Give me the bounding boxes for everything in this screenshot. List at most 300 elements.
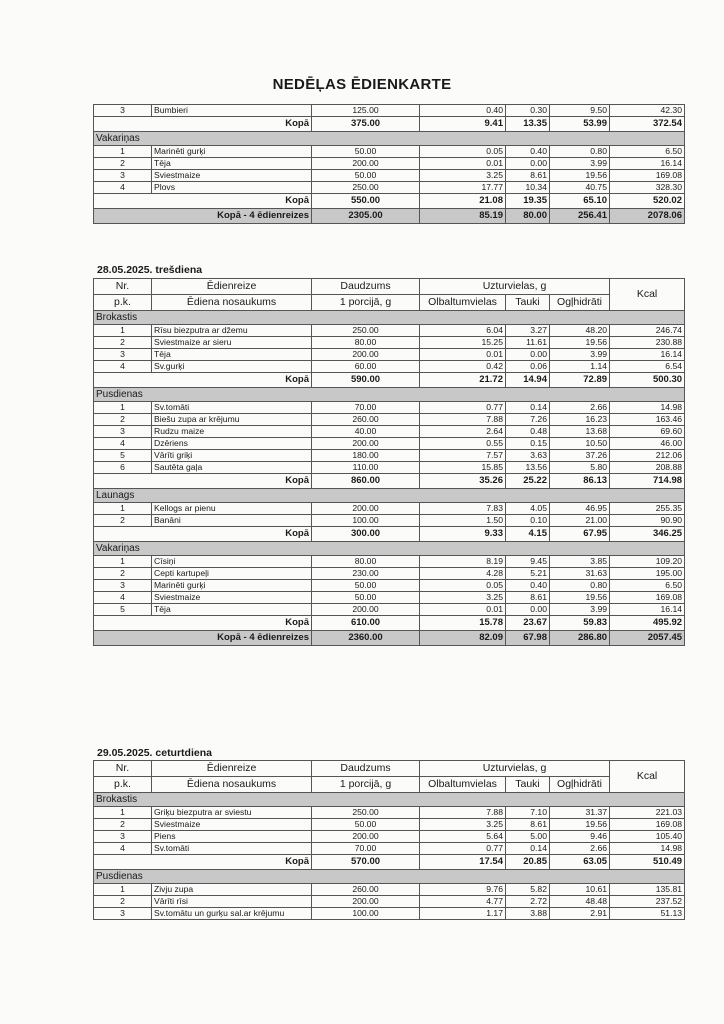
- table-row: [94, 450, 685, 462]
- portion-quantity: 80.00: [312, 337, 420, 349]
- portion-quantity: 200.00: [312, 831, 420, 843]
- fat-value: 8.61: [506, 592, 550, 604]
- header-daudzums: Daudzums: [312, 279, 420, 295]
- table-row: [94, 438, 685, 450]
- portion-quantity: 250.00: [312, 807, 420, 819]
- fat-value: 0.00: [506, 604, 550, 616]
- portion-quantity: 60.00: [312, 361, 420, 373]
- meal-title: Pusdienas: [94, 870, 685, 884]
- total-label: Kopā - 4 ēdienreizes: [94, 631, 312, 646]
- meal-total-row: [94, 527, 685, 542]
- kcal-value: 221.03: [610, 807, 685, 819]
- protein-value: 15.25: [420, 337, 506, 349]
- header-tauki: Tauki: [506, 295, 550, 311]
- protein-value: 7.88: [420, 414, 506, 426]
- total-protein: 21.72: [420, 373, 506, 388]
- meal-section-header: [94, 489, 685, 503]
- kcal-value: 169.08: [610, 592, 685, 604]
- protein-value: 8.19: [420, 556, 506, 568]
- row-number: 1: [94, 503, 152, 515]
- meal-title: Brokastis: [94, 311, 685, 325]
- fat-value: 11.61: [506, 337, 550, 349]
- kcal-value: 163.46: [610, 414, 685, 426]
- fat-value: 0.30: [506, 105, 550, 117]
- meal-section-header: [94, 870, 685, 884]
- table-header-row-2: [94, 777, 685, 793]
- total-protein: 82.09: [420, 631, 506, 646]
- table-row: [94, 580, 685, 592]
- protein-value: 4.77: [420, 896, 506, 908]
- row-number: 2: [94, 337, 152, 349]
- total-kcal: 714.98: [610, 474, 685, 489]
- kcal-value: 16.14: [610, 158, 685, 170]
- portion-quantity: 50.00: [312, 819, 420, 831]
- meal-section-header: [94, 388, 685, 402]
- dish-name: Marinēti gurķi: [152, 580, 312, 592]
- total-kcal: 520.02: [610, 194, 685, 209]
- table-row: [94, 402, 685, 414]
- portion-quantity: 200.00: [312, 604, 420, 616]
- dish-name: Tēja: [152, 349, 312, 361]
- fat-value: 13.56: [506, 462, 550, 474]
- row-number: 1: [94, 556, 152, 568]
- total-fat: 25.22: [506, 474, 550, 489]
- protein-value: 7.88: [420, 807, 506, 819]
- table-row: [94, 843, 685, 855]
- dish-name: Sviestmaize: [152, 170, 312, 182]
- day-grand-total-row: [94, 631, 685, 646]
- table-row: [94, 831, 685, 843]
- total-fat: 13.35: [506, 117, 550, 132]
- total-protein: 15.78: [420, 616, 506, 631]
- protein-value: 4.28: [420, 568, 506, 580]
- total-quantity: 2360.00: [312, 631, 420, 646]
- row-number: 4: [94, 592, 152, 604]
- row-number: 3: [94, 908, 152, 920]
- dish-name: Banāni: [152, 515, 312, 527]
- total-fat: 80.00: [506, 209, 550, 224]
- dish-name: Kellogs ar pienu: [152, 503, 312, 515]
- protein-value: 3.25: [420, 170, 506, 182]
- row-number: 2: [94, 414, 152, 426]
- menu-table-block-1: [93, 104, 684, 224]
- meal-section-header: [94, 311, 685, 325]
- fat-value: 0.14: [506, 402, 550, 414]
- table-header-row-2: [94, 295, 685, 311]
- total-kcal: 495.92: [610, 616, 685, 631]
- dish-name: Zivju zupa: [152, 884, 312, 896]
- total-protein: 21.08: [420, 194, 506, 209]
- day-heading-2: 28.05.2025. trešdiena: [97, 264, 203, 276]
- carbohydrate-value: 31.63: [550, 568, 610, 580]
- kcal-value: 135.81: [610, 884, 685, 896]
- portion-quantity: 260.00: [312, 884, 420, 896]
- row-number: 5: [94, 604, 152, 616]
- total-carbohydrates: 86.13: [550, 474, 610, 489]
- dish-name: Plovs: [152, 182, 312, 194]
- meal-title: Launags: [94, 489, 685, 503]
- carbohydrate-value: 3.85: [550, 556, 610, 568]
- carbohydrate-value: 3.99: [550, 158, 610, 170]
- portion-quantity: 200.00: [312, 896, 420, 908]
- protein-value: 3.25: [420, 592, 506, 604]
- dish-name: Rudzu maize: [152, 426, 312, 438]
- total-fat: 67.98: [506, 631, 550, 646]
- dish-name: Sviestmaize: [152, 592, 312, 604]
- header-porcija: 1 porcijā, g: [312, 777, 420, 793]
- kcal-value: 6.54: [610, 361, 685, 373]
- protein-value: 0.77: [420, 402, 506, 414]
- fat-value: 3.88: [506, 908, 550, 920]
- protein-value: 0.01: [420, 604, 506, 616]
- fat-value: 3.27: [506, 325, 550, 337]
- total-carbohydrates: 256.41: [550, 209, 610, 224]
- total-quantity: 300.00: [312, 527, 420, 542]
- meal-title: Brokastis: [94, 793, 685, 807]
- kcal-value: 169.08: [610, 170, 685, 182]
- total-label: Kopā - 4 ēdienreizes: [94, 209, 312, 224]
- table-row: [94, 361, 685, 373]
- table-row: [94, 414, 685, 426]
- table-row: [94, 337, 685, 349]
- menu-table-day-2: [93, 278, 684, 646]
- fat-value: 8.61: [506, 170, 550, 182]
- table-row: [94, 426, 685, 438]
- total-kcal: 346.25: [610, 527, 685, 542]
- total-label: Kopā: [94, 474, 312, 489]
- dish-name: Cepti kartupeļi: [152, 568, 312, 580]
- total-kcal: 500.30: [610, 373, 685, 388]
- protein-value: 0.40: [420, 105, 506, 117]
- dish-name: Marinēti gurķi: [152, 146, 312, 158]
- protein-value: 0.42: [420, 361, 506, 373]
- portion-quantity: 50.00: [312, 170, 420, 182]
- carbohydrate-value: 2.66: [550, 843, 610, 855]
- header-uzturvielas: Uzturvielas, g: [420, 761, 610, 777]
- kcal-value: 212.06: [610, 450, 685, 462]
- total-quantity: 860.00: [312, 474, 420, 489]
- kcal-value: 16.14: [610, 349, 685, 361]
- fat-value: 7.26: [506, 414, 550, 426]
- meal-section-header: [94, 132, 685, 146]
- menu-table-day-3: [93, 760, 684, 920]
- table-row: [94, 592, 685, 604]
- portion-quantity: 200.00: [312, 438, 420, 450]
- table-row: [94, 158, 685, 170]
- carbohydrate-value: 48.48: [550, 896, 610, 908]
- kcal-value: 42.30: [610, 105, 685, 117]
- portion-quantity: 70.00: [312, 843, 420, 855]
- header-daudzums: Daudzums: [312, 761, 420, 777]
- protein-value: 1.50: [420, 515, 506, 527]
- carbohydrate-value: 19.56: [550, 337, 610, 349]
- row-number: 3: [94, 170, 152, 182]
- total-carbohydrates: 63.05: [550, 855, 610, 870]
- row-number: 4: [94, 361, 152, 373]
- row-number: 2: [94, 568, 152, 580]
- portion-quantity: 100.00: [312, 515, 420, 527]
- dish-name: Rīsu biezputra ar džemu: [152, 325, 312, 337]
- total-fat: 14.94: [506, 373, 550, 388]
- carbohydrate-value: 0.80: [550, 146, 610, 158]
- protein-value: 0.77: [420, 843, 506, 855]
- total-carbohydrates: 65.10: [550, 194, 610, 209]
- meal-total-row: [94, 117, 685, 132]
- dish-name: Piens: [152, 831, 312, 843]
- meal-total-row: [94, 194, 685, 209]
- protein-value: 15.85: [420, 462, 506, 474]
- row-number: 3: [94, 105, 152, 117]
- meal-section-header: [94, 793, 685, 807]
- total-kcal: 372.54: [610, 117, 685, 132]
- portion-quantity: 200.00: [312, 158, 420, 170]
- dish-name: Biešu zupa ar krējumu: [152, 414, 312, 426]
- row-number: 3: [94, 426, 152, 438]
- kcal-value: 246.74: [610, 325, 685, 337]
- fat-value: 8.61: [506, 819, 550, 831]
- dish-name: Sviestmaize ar sieru: [152, 337, 312, 349]
- portion-quantity: 180.00: [312, 450, 420, 462]
- fat-value: 0.15: [506, 438, 550, 450]
- table-row: [94, 819, 685, 831]
- table-row: [94, 146, 685, 158]
- row-number: 5: [94, 450, 152, 462]
- table-row: [94, 568, 685, 580]
- carbohydrate-value: 9.50: [550, 105, 610, 117]
- dish-name: Sv.gurķi: [152, 361, 312, 373]
- carbohydrate-value: 5.80: [550, 462, 610, 474]
- header-edienreize: Ēdienreize: [152, 761, 312, 777]
- row-number: 4: [94, 182, 152, 194]
- portion-quantity: 110.00: [312, 462, 420, 474]
- total-label: Kopā: [94, 855, 312, 870]
- fat-value: 0.40: [506, 580, 550, 592]
- total-kcal: 2078.06: [610, 209, 685, 224]
- carbohydrate-value: 9.46: [550, 831, 610, 843]
- kcal-value: 6.50: [610, 146, 685, 158]
- total-protein: 9.41: [420, 117, 506, 132]
- fat-value: 0.10: [506, 515, 550, 527]
- table-row: [94, 896, 685, 908]
- dish-name: Tēja: [152, 158, 312, 170]
- total-label: Kopā: [94, 616, 312, 631]
- total-kcal: 2057.45: [610, 631, 685, 646]
- total-fat: 23.67: [506, 616, 550, 631]
- header-oglhidrati: Ogļhidrāti: [550, 295, 610, 311]
- table-row: [94, 556, 685, 568]
- row-number: 1: [94, 884, 152, 896]
- protein-value: 5.64: [420, 831, 506, 843]
- total-label: Kopā: [94, 373, 312, 388]
- dish-name: Vārīti rīsi: [152, 896, 312, 908]
- fat-value: 3.63: [506, 450, 550, 462]
- protein-value: 6.04: [420, 325, 506, 337]
- protein-value: 0.01: [420, 349, 506, 361]
- header-kcal: Kcal: [610, 761, 685, 793]
- dish-name: Vārīti griķi: [152, 450, 312, 462]
- fat-value: 0.00: [506, 158, 550, 170]
- kcal-value: 51.13: [610, 908, 685, 920]
- fat-value: 0.48: [506, 426, 550, 438]
- table-row: [94, 604, 685, 616]
- row-number: 1: [94, 807, 152, 819]
- carbohydrate-value: 2.91: [550, 908, 610, 920]
- dish-name: Griķu biezputra ar sviestu: [152, 807, 312, 819]
- carbohydrate-value: 40.75: [550, 182, 610, 194]
- row-number: 2: [94, 896, 152, 908]
- portion-quantity: 250.00: [312, 325, 420, 337]
- row-number: 3: [94, 580, 152, 592]
- total-quantity: 590.00: [312, 373, 420, 388]
- carbohydrate-value: 19.56: [550, 170, 610, 182]
- meal-title: Pusdienas: [94, 388, 685, 402]
- carbohydrate-value: 46.95: [550, 503, 610, 515]
- total-quantity: 375.00: [312, 117, 420, 132]
- dish-name: Sviestmaize: [152, 819, 312, 831]
- carbohydrate-value: 10.61: [550, 884, 610, 896]
- total-carbohydrates: 286.80: [550, 631, 610, 646]
- meal-total-row: [94, 855, 685, 870]
- total-fat: 4.15: [506, 527, 550, 542]
- dish-name: Sv.tomātu un gurķu sal.ar krējumu: [152, 908, 312, 920]
- table-row: [94, 462, 685, 474]
- total-protein: 35.26: [420, 474, 506, 489]
- dish-name: Sv.tomāti: [152, 843, 312, 855]
- carbohydrate-value: 3.99: [550, 604, 610, 616]
- portion-quantity: 80.00: [312, 556, 420, 568]
- row-number: 2: [94, 515, 152, 527]
- dish-name: Bumbieri: [152, 105, 312, 117]
- row-number: 6: [94, 462, 152, 474]
- kcal-value: 14.98: [610, 843, 685, 855]
- carbohydrate-value: 10.50: [550, 438, 610, 450]
- header-pk: p.k.: [94, 295, 152, 311]
- day-grand-total-row: [94, 209, 685, 224]
- total-quantity: 570.00: [312, 855, 420, 870]
- portion-quantity: 200.00: [312, 349, 420, 361]
- dish-name: Cīsiņi: [152, 556, 312, 568]
- row-number: 1: [94, 146, 152, 158]
- carbohydrate-value: 3.99: [550, 349, 610, 361]
- carbohydrate-value: 19.56: [550, 819, 610, 831]
- protein-value: 7.83: [420, 503, 506, 515]
- row-number: 4: [94, 438, 152, 450]
- kcal-value: 255.35: [610, 503, 685, 515]
- portion-quantity: 230.00: [312, 568, 420, 580]
- row-number: 3: [94, 349, 152, 361]
- total-quantity: 550.00: [312, 194, 420, 209]
- fat-value: 5.82: [506, 884, 550, 896]
- fat-value: 5.21: [506, 568, 550, 580]
- meal-title: Vakariņas: [94, 132, 685, 146]
- dish-name: Dzēriens: [152, 438, 312, 450]
- fat-value: 10.34: [506, 182, 550, 194]
- dish-name: Sautēta gaļa: [152, 462, 312, 474]
- protein-value: 9.76: [420, 884, 506, 896]
- meal-title: Vakariņas: [94, 542, 685, 556]
- fat-value: 0.40: [506, 146, 550, 158]
- row-number: 1: [94, 325, 152, 337]
- meal-total-row: [94, 616, 685, 631]
- fat-value: 2.72: [506, 896, 550, 908]
- table-row: [94, 170, 685, 182]
- portion-quantity: 70.00: [312, 402, 420, 414]
- total-protein: 85.19: [420, 209, 506, 224]
- kcal-value: 195.00: [610, 568, 685, 580]
- header-edienreize: Ēdienreize: [152, 279, 312, 295]
- header-tauki: Tauki: [506, 777, 550, 793]
- kcal-value: 6.50: [610, 580, 685, 592]
- page-title: NEDĒĻAS ĒDIENKARTE: [272, 76, 452, 93]
- row-number: 2: [94, 819, 152, 831]
- total-protein: 17.54: [420, 855, 506, 870]
- portion-quantity: 50.00: [312, 146, 420, 158]
- row-number: 2: [94, 158, 152, 170]
- fat-value: 0.00: [506, 349, 550, 361]
- table-header-row-1: [94, 279, 685, 295]
- protein-value: 1.17: [420, 908, 506, 920]
- fat-value: 7.10: [506, 807, 550, 819]
- table-row: [94, 325, 685, 337]
- fat-value: 5.00: [506, 831, 550, 843]
- fat-value: 0.06: [506, 361, 550, 373]
- kcal-value: 208.88: [610, 462, 685, 474]
- carbohydrate-value: 48.20: [550, 325, 610, 337]
- kcal-value: 230.88: [610, 337, 685, 349]
- kcal-value: 69.60: [610, 426, 685, 438]
- protein-value: 7.57: [420, 450, 506, 462]
- header-nr: Nr.: [94, 761, 152, 777]
- fat-value: 0.14: [506, 843, 550, 855]
- table-row: [94, 908, 685, 920]
- carbohydrate-value: 2.66: [550, 402, 610, 414]
- protein-value: 2.64: [420, 426, 506, 438]
- total-fat: 19.35: [506, 194, 550, 209]
- total-quantity: 2305.00: [312, 209, 420, 224]
- carbohydrate-value: 1.14: [550, 361, 610, 373]
- kcal-value: 16.14: [610, 604, 685, 616]
- day-heading-3: 29.05.2025. ceturtdiena: [97, 747, 212, 759]
- table-row: [94, 105, 685, 117]
- dish-name: Tēja: [152, 604, 312, 616]
- total-carbohydrates: 72.89: [550, 373, 610, 388]
- protein-value: 0.01: [420, 158, 506, 170]
- kcal-value: 105.40: [610, 831, 685, 843]
- header-nosaukums: Ēdiena nosaukums: [152, 777, 312, 793]
- carbohydrate-value: 31.37: [550, 807, 610, 819]
- kcal-value: 237.52: [610, 896, 685, 908]
- row-number: 4: [94, 843, 152, 855]
- header-olbaltumvielas: Olbaltumvielas: [420, 295, 506, 311]
- total-kcal: 510.49: [610, 855, 685, 870]
- protein-value: 0.55: [420, 438, 506, 450]
- portion-quantity: 125.00: [312, 105, 420, 117]
- portion-quantity: 250.00: [312, 182, 420, 194]
- carbohydrate-value: 16.23: [550, 414, 610, 426]
- total-label: Kopā: [94, 527, 312, 542]
- header-nr: Nr.: [94, 279, 152, 295]
- kcal-value: 109.20: [610, 556, 685, 568]
- table-row: [94, 349, 685, 361]
- carbohydrate-value: 21.00: [550, 515, 610, 527]
- total-label: Kopā: [94, 194, 312, 209]
- total-label: Kopā: [94, 117, 312, 132]
- portion-quantity: 50.00: [312, 592, 420, 604]
- portion-quantity: 200.00: [312, 503, 420, 515]
- header-uzturvielas: Uzturvielas, g: [420, 279, 610, 295]
- total-quantity: 610.00: [312, 616, 420, 631]
- portion-quantity: 50.00: [312, 580, 420, 592]
